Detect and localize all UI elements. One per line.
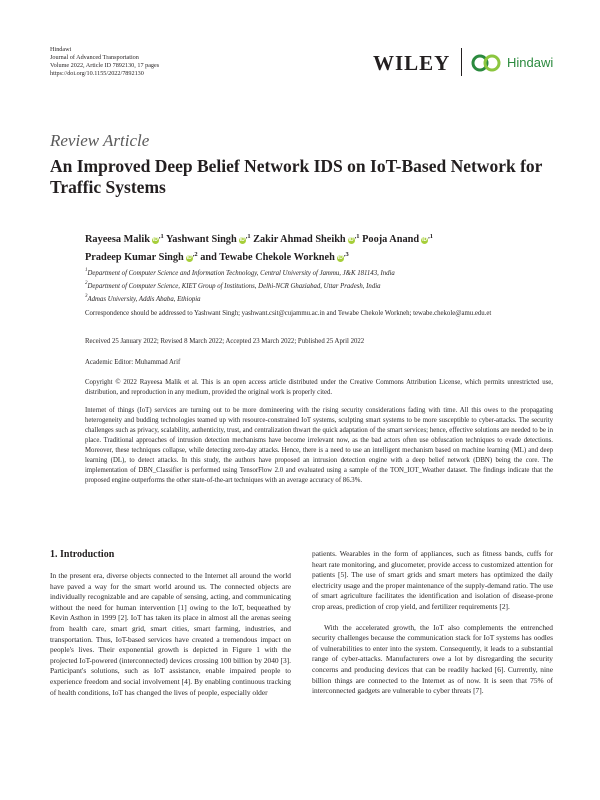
copyright-notice: Copyright © 2022 Rayeesa Malik et al. This is an open access article distributed under the Creative Commons Attribution License, which permits unrestricted use, distribution, and reproduction in any medium, provided the original work is properly cited.	[85, 379, 553, 396]
affiliation-line: $^2$Department of Computer Science, KIET Group of Institutions, Delhi-NCR Ghaziabad, Uttar Pradesh, India	[85, 281, 381, 290]
author-affiliation-ref: 1	[247, 233, 251, 240]
affiliation-line: $^1$Department of Computer Science and Information Technology, Central University of Jammu, J&K 181143, India	[85, 268, 395, 277]
author-affiliation-ref: 1	[356, 233, 360, 240]
author-affiliation-ref: 1	[160, 233, 164, 240]
orcid-icon[interactable]: iD	[239, 237, 245, 243]
orcid-icon[interactable]: iD	[152, 237, 158, 243]
publication-dates: Received 25 January 2022; Revised 8 March 2022; Accepted 23 March 2022; Published 25 April 2022	[85, 338, 365, 345]
author-name[interactable]: Tewabe Chekole Workneh	[219, 252, 335, 263]
affiliations	[85, 266, 565, 305]
author-name[interactable]: Rayeesa Malik	[85, 234, 150, 245]
author-name[interactable]: Pooja Anand	[362, 234, 420, 245]
publisher-name: Hindawi	[50, 46, 72, 53]
journal-name: Journal of Advanced Transportation	[50, 54, 139, 61]
author-name[interactable]: Zakir Ahmad Sheikh	[253, 234, 346, 245]
paragraph: patients. Wearables in the form of appliances, such as fitness bands, cuffs for heart rate monitoring, and glucometer, provide access to customized attention for patients [5]. The use of smart grids and smart meters has optimized the daily electricity usage and the proper maintenance of the supply-demand ratio. The use of smart agriculture facilitates the identification and isolation of disease-prone crop areas, prediction of crop yield, and fertilizer requirements [2].	[312, 549, 553, 611]
column-right	[312, 549, 553, 697]
journal-info	[50, 46, 159, 78]
academic-editor: Academic Editor: Muhammad Arif	[85, 359, 181, 366]
publisher-logos	[373, 48, 553, 78]
article-title: An Improved Deep Belief Network IDS on IoT-Based Network for Traffic Systems	[50, 156, 543, 197]
correspondence: Correspondence should be addressed to Yashwant Singh; yashwant.csit@cujammu.ac.in and Tewabe Chekole Workneh; tewabe.chekole@amu.edu.et	[85, 310, 492, 317]
author-affiliation-ref: 1	[429, 233, 433, 240]
article-type: Review Article	[50, 131, 150, 150]
hindawi-logo: Hindawi	[507, 55, 554, 70]
volume-line: Volume 2022, Article ID 7892130, 17 pages	[50, 62, 160, 69]
paragraph: In the present era, diverse objects connected to the Internet all around the world have paved a way for the smart world around us. The connected objects are individually recognizable and are capable of sensing, acting, and communicating without the need for human intervention [1] owing to the IoT, bequeathed by Kevin Asthon in 1999 [2]. IoT has taken its place in almost all the arenas seeing from health care, smart grid, smart cities, smart farming, industries, and transportation. Thus, IoT-based services have created a tremendous impact on people's lives. Their exponential growth is depicted in Figure 1 with the projected IoT-powered (interconnected) devices crossing 100 billion by 2040 [3]. Participant's solutions, such as IoT assistance, enable impaired people to experience freedom and social involvement [4]. By enabling continuous tracking of health conditions, IoT has changed the lives of people, especially older	[50, 571, 291, 697]
author-affiliation-ref: 3	[345, 251, 349, 258]
doi-link[interactable]: https://doi.org/10.1155/2022/7892130	[50, 70, 144, 77]
section-heading-introduction: 1. Introduction	[50, 549, 115, 560]
author-list: Rayeesa Malik $iD^{,1}$ Yashwant Singh $iD^{,1}$ Zakir Ahmad Sheikh $iD^{,1}$ Pooja Anand $iD^{,1}$ Pradeep Kumar Singh $iD^{,2}$ and Tewabe Chekole Workneh $iD^{,3}$	[85, 233, 433, 263]
logo-divider	[461, 48, 462, 76]
hindawi-rings-icon	[470, 54, 504, 72]
orcid-icon[interactable]: iD	[337, 255, 343, 261]
abstract: Internet of things (IoT) services are turning out to be more domineering with the rising security considerations fading with time. All this owes to the propagating heterogeneity and budding technologies teamed up with resource-constrained IoT systems, sculpting smart systems to be more susceptible to cyber-attacks. The security challenges such as privacy, scalability, authenticity, trust, and centralization thwart the quick adaptation of the smart services; hence, effective solutions are needed to be in place. Traditional approaches of intrusion detection mechanisms have become irrelevant now, as the bad actors often use obfuscation techniques to evade detections. Moreover, these techniques collapse, while detecting zero-day attacks. Hence, there is a need to use an intelligent mechanism based on machine learning (ML) and deep learning (DL), to detect attacks. In this study, the authors have proposed an intrusion detection engine with a deep belief network (DBN) being the core. The implementation of DBN_Classifier is performed using TensorFlow 2.0 and evaluated using a sample of the TON_IOT_Weather dataset. The findings indicate that the proposed engine outperforms the other state-of-the-art techniques with an average accuracy of 86.3%.	[85, 407, 553, 484]
orcid-icon[interactable]: iD	[186, 255, 192, 261]
wiley-logo: WILEY	[373, 51, 451, 75]
column-left	[50, 549, 291, 698]
paragraph: With the accelerated growth, the IoT also complements the entrenched security challenges because the communication stack for IoT systems has oodles of vulnerabilities to enter into the system. Consequently, it leads to a substantial range of cyber-attacks. Manufacturers owe a lot by disregarding the security concerns and producing devices that can be readily hacked [6]. Currently, nine billion things are connected to the Internet as of now. It is seen that 75% of interconnected gadgets are vulnerable to cyber threats [7].	[312, 622, 553, 696]
orcid-icon[interactable]: iD	[348, 237, 354, 243]
affiliation-line: $^3$Admas University, Addis Ababa, Ethiopia	[85, 294, 201, 303]
author-name[interactable]: Yashwant Singh	[166, 234, 237, 245]
author-affiliation-ref: 2	[194, 251, 198, 258]
orcid-icon[interactable]: iD	[422, 237, 428, 243]
author-name[interactable]: Pradeep Kumar Singh	[85, 252, 184, 263]
